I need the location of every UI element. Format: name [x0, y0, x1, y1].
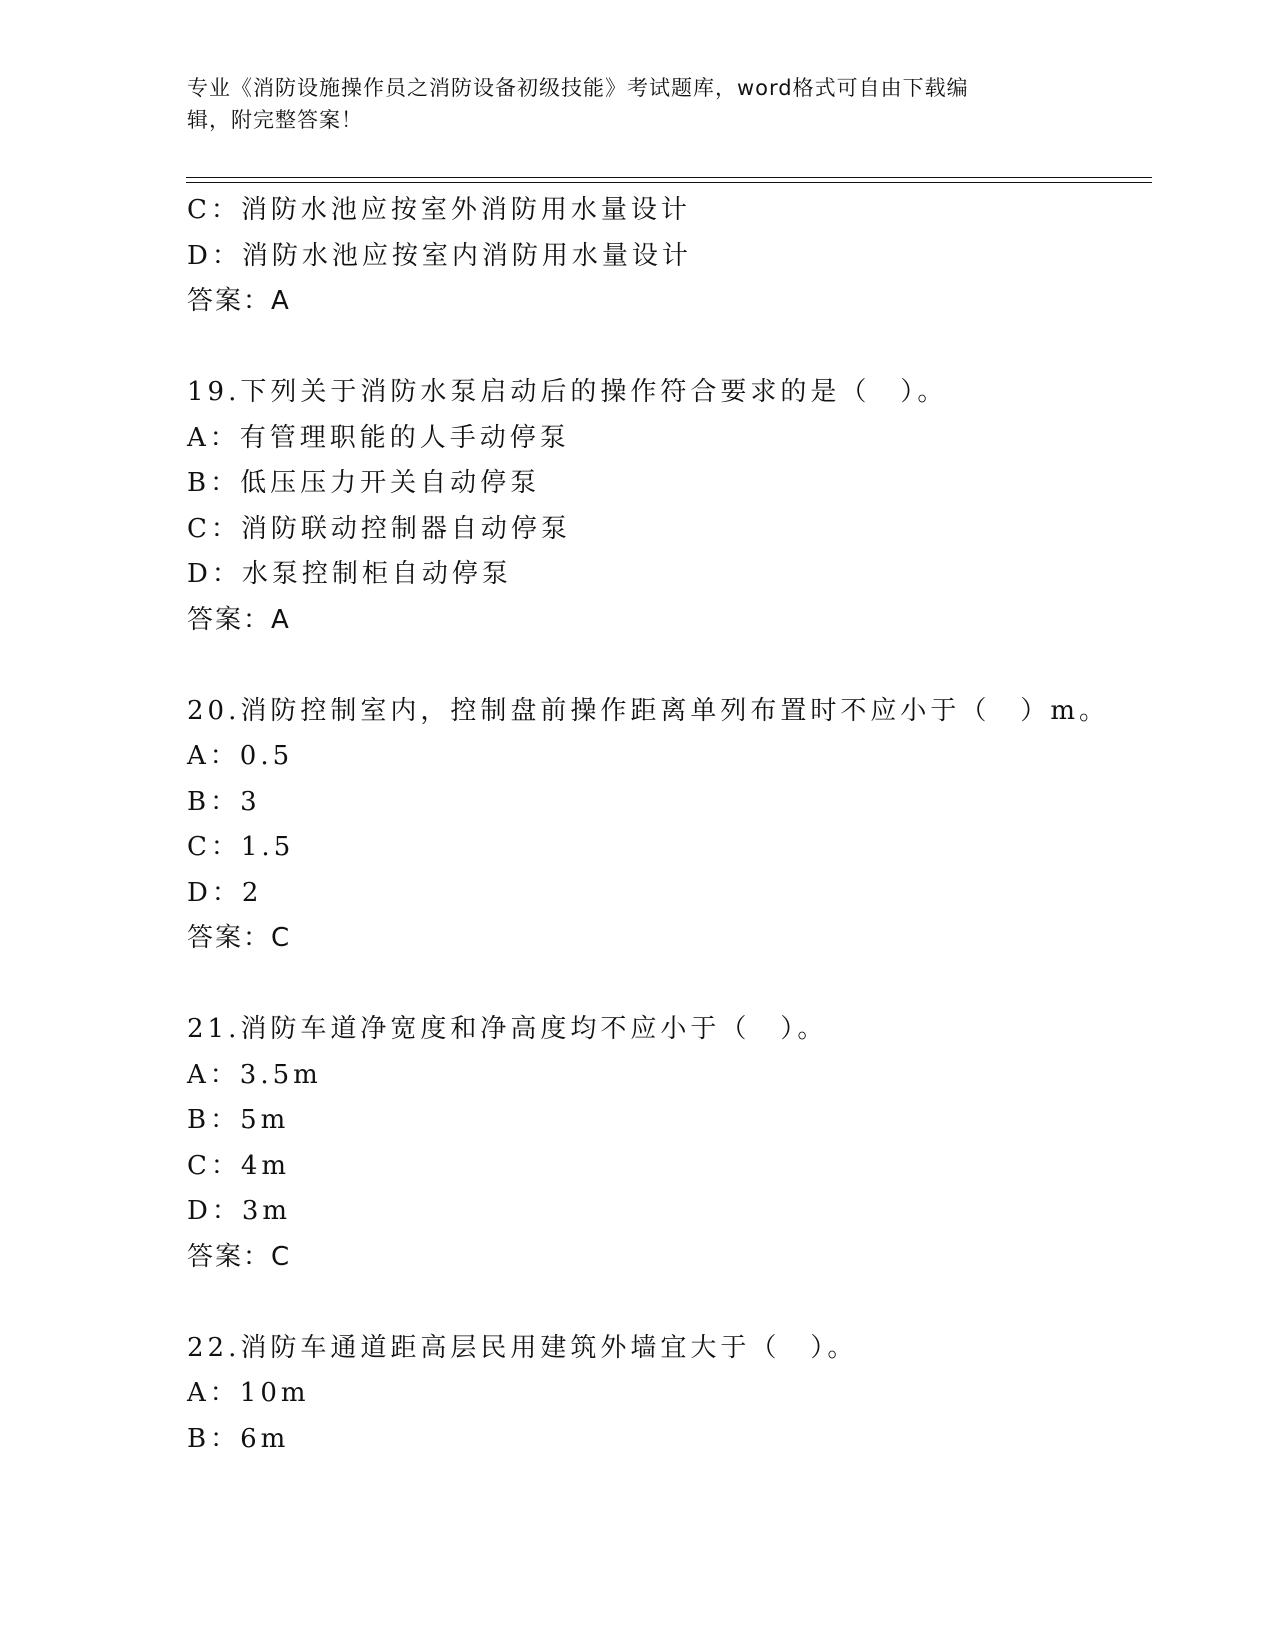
question-stem-19: 19.下列关于消防水泵启动后的操作符合要求的是（ ）。: [187, 377, 948, 407]
option-b: B：6m: [187, 1423, 290, 1454]
option-a: A：10m: [187, 1378, 310, 1408]
option-b: B：5m: [187, 1105, 290, 1135]
spacer: [187, 1280, 1147, 1326]
option-c: C：消防联动控制器自动停泵: [187, 513, 571, 544]
option-a: A：3.5m: [187, 1059, 322, 1090]
header-line-1: 专业《消防设施操作员之消防设备初级技能》考试题库，word格式可自由下载编: [187, 76, 969, 100]
question-list: [187, 188, 1147, 1462]
option-a: A：有管理职能的人手动停泵: [187, 422, 570, 453]
question-stem-22: 22.消防车通道距高层民用建筑外墙宜大于（ ）。: [187, 1332, 858, 1363]
header-divider-bottom: [186, 182, 1152, 183]
header-line-2: 辑，附完整答案！: [187, 108, 363, 132]
option-b: B：低压压力开关自动停泵: [187, 468, 541, 498]
spacer: [187, 325, 1147, 371]
option-c: C：消防水池应按室外消防用水量设计: [187, 195, 691, 225]
header-divider-top: [186, 177, 1152, 178]
question-stem-20: 20.消防控制室内，控制盘前操作距离单列布置时不应小于（ ）m。: [187, 695, 1110, 726]
option-c: C：4m: [187, 1150, 291, 1181]
option-d: D：水泵控制柜自动停泵: [187, 559, 512, 589]
option-d: D：3m: [187, 1196, 292, 1226]
option-c: C：1.5: [187, 832, 295, 862]
document-header: [187, 72, 1067, 136]
answer-line: 答案：C: [187, 1241, 292, 1272]
question-stem-21: 21.消防车道净宽度和净高度均不应小于（ ）。: [187, 1014, 828, 1044]
answer-line: 答案：A: [187, 604, 291, 635]
spacer: [187, 962, 1147, 1008]
option-b: B：3: [187, 786, 261, 817]
option-a: A：0.5: [187, 741, 294, 771]
answer-line: 答案：C: [187, 923, 292, 953]
answer-line: 答案：A: [187, 286, 291, 316]
option-d: D：2: [187, 877, 263, 908]
option-d: D：消防水池应按室内消防用水量设计: [187, 240, 692, 271]
spacer: [187, 643, 1147, 689]
